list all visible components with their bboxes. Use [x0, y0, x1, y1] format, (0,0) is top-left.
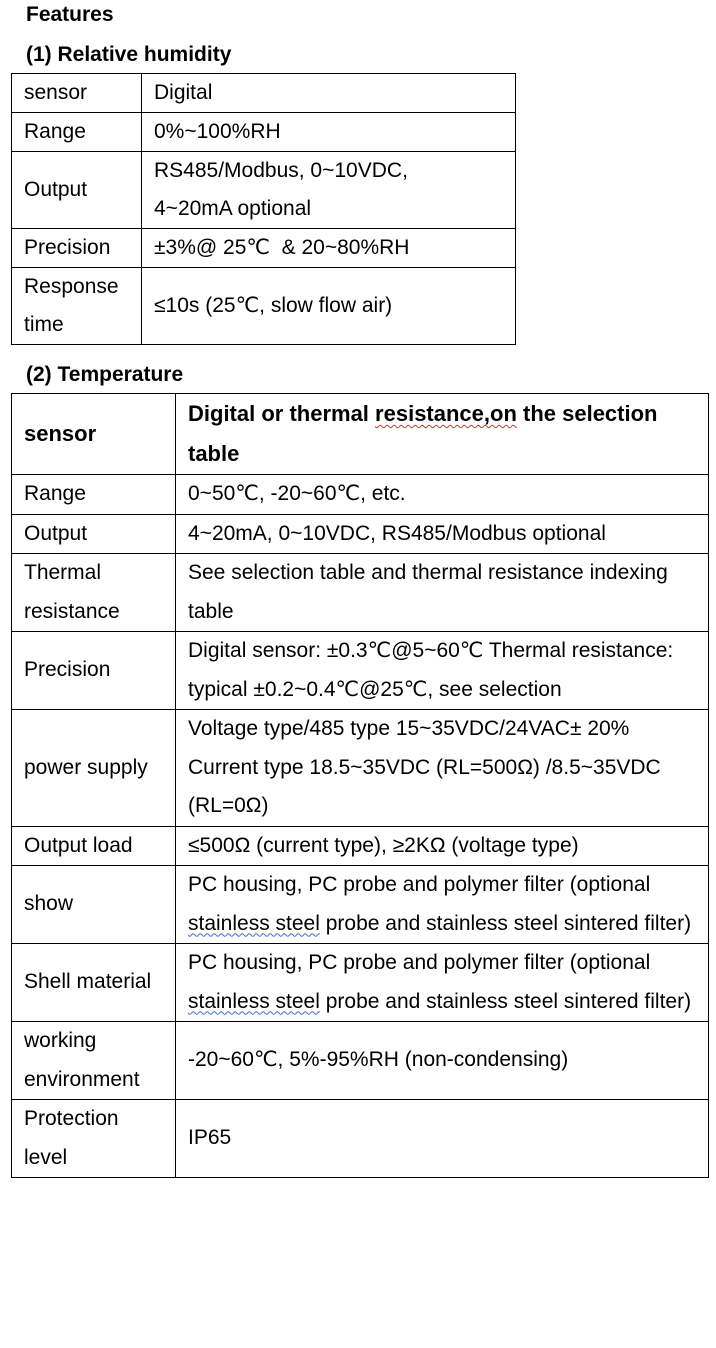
- table-row: [12, 514, 709, 554]
- spec-value: -20~60℃, 5%-95%RH (non-condensing): [176, 1022, 709, 1100]
- humidity-spec-table: [11, 73, 516, 345]
- table-row: [12, 74, 516, 113]
- spec-label: Shell material: [12, 944, 176, 1022]
- temperature-spec-table: [11, 393, 709, 1178]
- spec-value: 0%~100%RH: [142, 113, 516, 152]
- table-row: [12, 394, 709, 475]
- table-row: [12, 826, 709, 866]
- spec-value: 0~50℃, -20~60℃, etc.: [176, 475, 709, 515]
- grammar-flag: stainless steel: [188, 911, 320, 935]
- spec-label: Output: [12, 152, 142, 229]
- spec-value: Voltage type/485 type 15~35VDC/24VAC± 20% Current type 18.5~35VDC (RL=500Ω) /8.5~35VDC (RL=0Ω): [176, 710, 709, 827]
- spec-value: 4~20mA, 0~10VDC, RS485/Modbus optional: [176, 514, 709, 554]
- spec-value: IP65: [176, 1100, 709, 1178]
- spec-value: [176, 866, 709, 944]
- spec-label: working environment: [12, 1022, 176, 1100]
- spec-label: Output load: [12, 826, 176, 866]
- table-row: [12, 866, 709, 944]
- spec-value: Digital: [142, 74, 516, 113]
- spec-value-part: the selection table: [188, 401, 658, 466]
- spec-label: show: [12, 866, 176, 944]
- spec-value: ±3%@ 25℃ & 20~80%RH: [142, 229, 516, 268]
- table-row: [12, 152, 516, 229]
- table-row: [12, 1022, 709, 1100]
- spec-label: Range: [12, 475, 176, 515]
- spec-label: Thermal resistance: [12, 554, 176, 632]
- spec-value-part: PC housing, PC probe and polymer filter (optional: [188, 951, 651, 974]
- table-row: [12, 710, 709, 827]
- spec-value-part: PC housing, PC probe and polymer filter (optional: [188, 873, 651, 896]
- spec-value: ≤10s (25℃, slow flow air): [142, 268, 516, 345]
- spec-value: Digital sensor: ±0.3℃@5~60℃ Thermal resistance: typical ±0.2~0.4℃@25℃, see selection: [176, 632, 709, 710]
- spelling-flag: resistance,on: [375, 401, 517, 426]
- spec-value-part: Digital or thermal: [188, 401, 376, 426]
- table-row: [12, 229, 516, 268]
- spec-value: RS485/Modbus, 0~10VDC, 4~20mA optional: [142, 152, 516, 229]
- spec-value: [176, 944, 709, 1022]
- spec-label: Precision: [12, 632, 176, 710]
- table-row: [12, 268, 516, 345]
- table-row: [12, 113, 516, 152]
- spec-label: sensor: [12, 74, 142, 113]
- spec-value: [176, 394, 709, 475]
- temp-section-heading: (2) Temperature: [26, 363, 184, 386]
- spec-value: ≤500Ω (current type), ≥2KΩ (voltage type): [176, 826, 709, 866]
- spec-label: power supply: [12, 710, 176, 827]
- spec-label: Response time: [12, 268, 142, 345]
- spec-label: Precision: [12, 229, 142, 268]
- table-row: [12, 632, 709, 710]
- table-row: [12, 475, 709, 515]
- table-row: [12, 1100, 709, 1178]
- spec-value: See selection table and thermal resistance indexing table: [176, 554, 709, 632]
- spec-label: Protection level: [12, 1100, 176, 1178]
- table-row: [12, 944, 709, 1022]
- table-row: [12, 554, 709, 632]
- spec-label: sensor: [12, 394, 176, 475]
- spec-label: Range: [12, 113, 142, 152]
- spec-label: Output: [12, 514, 176, 554]
- grammar-flag: stainless steel: [188, 989, 320, 1013]
- spec-value-part: probe and stainless steel sintered filter): [319, 911, 692, 935]
- rh-section-heading: (1) Relative humidity: [26, 43, 232, 66]
- features-title: Features: [26, 3, 114, 26]
- spec-value-part: probe and stainless steel sintered filter): [319, 989, 692, 1013]
